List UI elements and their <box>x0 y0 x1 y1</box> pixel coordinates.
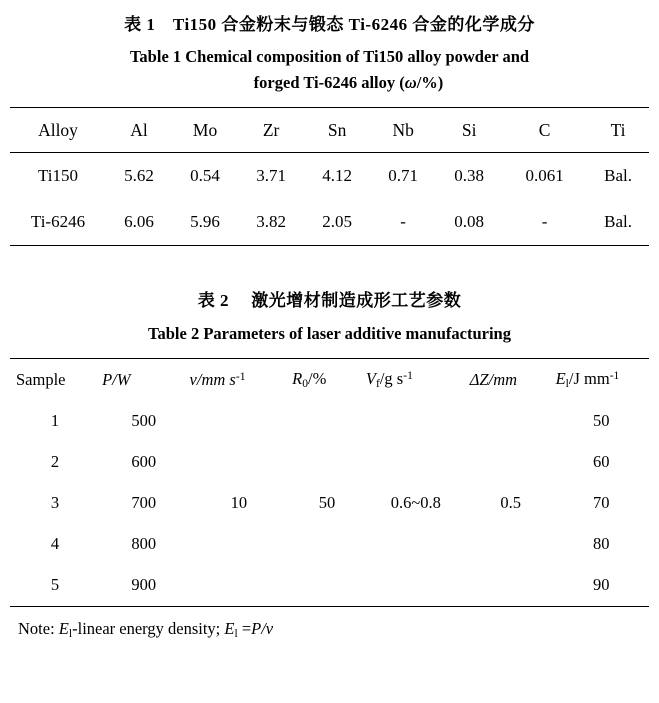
note-prefix: Note: <box>18 618 59 638</box>
table2-r2-power: 700 <box>131 493 157 513</box>
feed-exponent: -1 <box>403 370 413 383</box>
note-energy-symbol-1: E <box>58 618 69 638</box>
table1-body <box>10 153 649 246</box>
scan-speed-symbol: v/mm s <box>189 369 236 389</box>
table1-header-al: Al <box>106 108 172 153</box>
table2 <box>10 358 649 607</box>
note-formula: P/v <box>251 618 274 638</box>
table2-r0-power: 500 <box>131 411 157 431</box>
table1-r1-sn: 2.05 <box>322 212 352 232</box>
table2-header-energy <box>554 358 649 401</box>
table2-header-overlap <box>290 358 364 401</box>
table2-r2-energy: 70 <box>593 493 610 513</box>
table2-r1-sample: 2 <box>50 452 60 472</box>
table2-scan-speed-merged: 10 <box>230 493 248 513</box>
table1-r0-mo: 0.54 <box>172 153 238 200</box>
table2-r4-sample: 5 <box>50 575 60 595</box>
table1 <box>10 107 649 246</box>
table1-r0-alloy: Ti150 <box>10 153 106 200</box>
table2-caption-english: Table 2 Parameters of laser additive manufacturing <box>148 324 511 344</box>
table2-header-power <box>100 358 187 401</box>
table1-r1-si: 0.08 <box>454 212 485 232</box>
table1-r1-alloy: Ti-6246 <box>30 212 86 232</box>
note-energy-symbol-2: E <box>224 618 235 638</box>
table2-r3-power: 800 <box>131 534 157 554</box>
note-middle: -linear energy density; <box>72 618 225 638</box>
feed-subscript: f <box>375 378 380 391</box>
table2-r4-energy: 90 <box>593 575 610 595</box>
table1-header-zr: Zr <box>238 108 304 153</box>
table2-header-scan-speed <box>188 358 291 401</box>
table1-r1-c: - <box>541 212 548 232</box>
table1-r1-al: 6.06 <box>124 212 154 232</box>
table1-r1-mo: 5.96 <box>190 212 220 232</box>
table1-r0-c: 0.061 <box>502 153 587 200</box>
table1-caption-english-line1: Table 1 Chemical composition of Ti150 alloy powder and <box>129 47 530 66</box>
table1-r0-si: 0.38 <box>436 153 502 200</box>
table2-feed-merged: 0.6~0.8 <box>390 493 441 513</box>
overlap-unit: /% <box>308 369 327 389</box>
table2-header-sample: Sample <box>10 358 100 401</box>
table2-r0-sample: 1 <box>50 411 60 431</box>
table1-caption-english-line2-post: /%) <box>416 72 444 92</box>
table2-header-feed <box>364 358 468 401</box>
table1-caption-english-line2 <box>48 70 649 96</box>
energy-subscript: l <box>565 378 569 391</box>
table1-header-ti: Ti <box>587 108 649 153</box>
energy-unit: /J mm <box>568 369 610 389</box>
table2-note <box>10 607 649 640</box>
table1-header-nb: Nb <box>370 108 436 153</box>
table2-r2-sample: 3 <box>50 493 60 513</box>
overlap-symbol: R <box>292 369 303 389</box>
table1-header <box>10 108 649 153</box>
note-energy-subscript-1: l <box>68 627 73 640</box>
table1-r0-zr: 3.71 <box>238 153 304 200</box>
table2-r1-power: 600 <box>131 452 157 472</box>
table1-caption-english <box>10 35 649 95</box>
table1-header-sn: Sn <box>304 108 370 153</box>
table1-caption-english-line2-pre: forged Ti-6246 alloy ( <box>253 72 405 92</box>
table2-overlap-merged: 50 <box>318 493 336 513</box>
table2-r1-energy: 60 <box>593 452 610 472</box>
table1-header-c: C <box>502 108 587 153</box>
table2-r4-power: 900 <box>131 575 157 595</box>
table1-block <box>0 0 659 246</box>
table1-header-si: Si <box>436 108 502 153</box>
table2-header-layer <box>468 358 554 401</box>
table2-header-row <box>10 358 649 401</box>
table1-header-row <box>10 108 649 153</box>
table1-header-mo: Mo <box>172 108 238 153</box>
table1-r1-nb: - <box>400 212 406 232</box>
table-row <box>10 199 649 246</box>
table2-r3-sample: 4 <box>50 534 60 554</box>
table1-r0-ti: Bal. <box>587 153 649 200</box>
table2-layer-merged: 0.5 <box>500 493 521 513</box>
section-spacer <box>0 246 659 272</box>
table2-r0-energy: 50 <box>593 411 610 431</box>
overlap-subscript: 0 <box>302 378 309 391</box>
table1-r0-nb: 0.71 <box>370 153 436 200</box>
energy-symbol: E <box>555 369 566 389</box>
table2-caption-chinese: 表 2 激光增材制造成形工艺参数 <box>197 291 462 311</box>
omega-symbol: ω <box>404 72 417 92</box>
scan-speed-exponent: -1 <box>235 370 246 383</box>
table2-r3-energy: 80 <box>593 534 610 554</box>
power-symbol: P/W <box>102 369 131 389</box>
table1-r0-sn: 4.12 <box>304 153 370 200</box>
table2-body <box>10 401 649 607</box>
table-row <box>10 401 649 442</box>
table-row <box>10 153 649 200</box>
feed-unit: /g s <box>379 369 404 389</box>
table1-r0-al: 5.62 <box>106 153 172 200</box>
table2-header <box>10 358 649 401</box>
energy-exponent: -1 <box>609 370 620 383</box>
note-equals: = <box>237 618 252 638</box>
table1-r1-zr: 3.82 <box>256 212 286 232</box>
table1-r1-ti: Bal. <box>604 212 632 232</box>
layer-symbol: ΔZ/mm <box>469 369 518 389</box>
feed-symbol: V <box>365 369 376 389</box>
table1-header-alloy: Alloy <box>10 108 106 153</box>
table1-caption-chinese: 表 1 Ti150 合金粉末与锻态 Ti-6246 合金的化学成分 <box>124 15 535 34</box>
table2-block <box>0 272 659 639</box>
note-energy-subscript-2: l <box>234 627 238 640</box>
